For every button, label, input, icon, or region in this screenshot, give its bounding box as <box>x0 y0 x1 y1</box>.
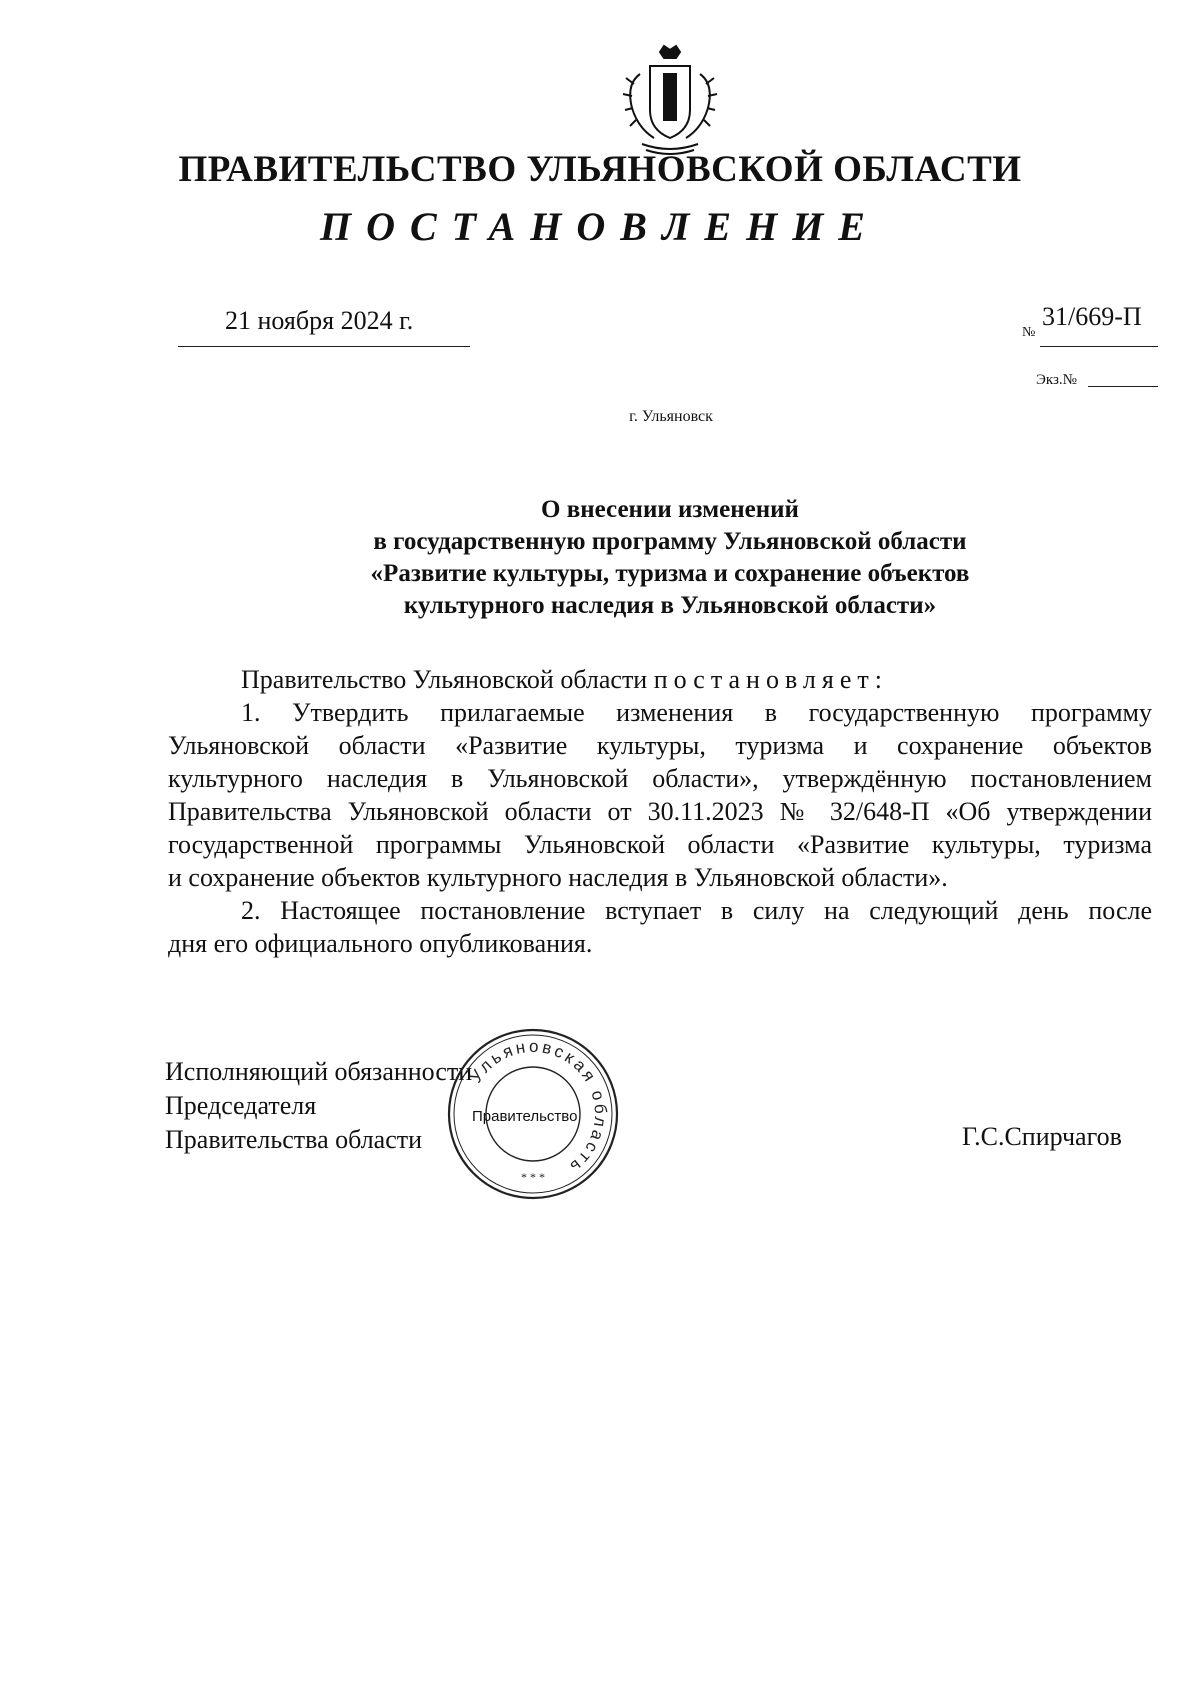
paragraph-1-line: культурного наследия в Ульяновской области», утверждённую постановлением <box>168 764 1152 793</box>
preamble-text: Правительство Ульяновской области <box>241 665 654 694</box>
stamp-center-text: Правительство <box>472 1108 578 1125</box>
stamp-ring-text: Ульяновская область <box>466 1036 611 1179</box>
paragraph-1-line: 1. Утвердить прилагаемые изменения в государственную программу <box>241 698 1152 727</box>
title-line: в государственную программу Ульяновской области <box>373 528 967 555</box>
paragraph-2-line: дня его официального опубликования. <box>168 929 593 958</box>
preamble-colon: : <box>874 665 882 694</box>
document-date: 21 ноября 2024 г. <box>225 306 414 335</box>
preamble-spaced-verb: постановляет <box>653 665 875 694</box>
number-sign: № <box>1022 325 1036 340</box>
date-underline <box>178 346 470 347</box>
signatory-name: Г.С.Спирчагов <box>962 1122 1122 1151</box>
document-body <box>168 663 1152 960</box>
signatory-position <box>165 1055 472 1157</box>
paragraph-2-line: 2. Настоящее постановление вступает в силу на следующий день после <box>241 896 1152 925</box>
document-city: г. Ульяновск <box>629 408 713 425</box>
preamble <box>168 663 1152 696</box>
paragraph-1-line: и сохранение объектов культурного наследия в Ульяновской области». <box>168 863 948 892</box>
position-line: Правительства области <box>165 1125 423 1154</box>
position-line: Исполняющий обязанности <box>165 1057 473 1086</box>
svg-text:* * *: * * * <box>521 1170 545 1184</box>
paragraph-1-line: Правительства Ульяновской области от 30.11.2023 № 32/648-П «Об утверждении <box>168 797 1152 826</box>
document-number: 31/669-П <box>1042 302 1142 331</box>
title-line: культурного наследия в Ульяновской области» <box>403 592 937 619</box>
title-line: О внесении изменений <box>541 496 799 523</box>
position-line: Председателя <box>165 1091 317 1120</box>
document-title <box>240 494 1100 622</box>
copy-number-underline <box>1088 386 1158 387</box>
copy-number-label: Экз.№ <box>1036 372 1077 388</box>
paragraph-1-line: государственной программы Ульяновской области «Развитие культуры, туризма <box>168 830 1152 859</box>
title-line: «Развитие культуры, туризма и сохранение объектов <box>370 560 970 587</box>
organization-title: ПРАВИТЕЛЬСТВО УЛЬЯНОВСКОЙ ОБЛАСТИ <box>178 149 1022 190</box>
coat-of-arms-icon <box>620 44 720 156</box>
paragraph-1-line: Ульяновской области «Развитие культуры, туризма и сохранение объектов <box>168 731 1152 760</box>
document-type: ПОСТАНОВЛЕНИЕ <box>320 204 880 249</box>
number-underline <box>1040 346 1158 347</box>
